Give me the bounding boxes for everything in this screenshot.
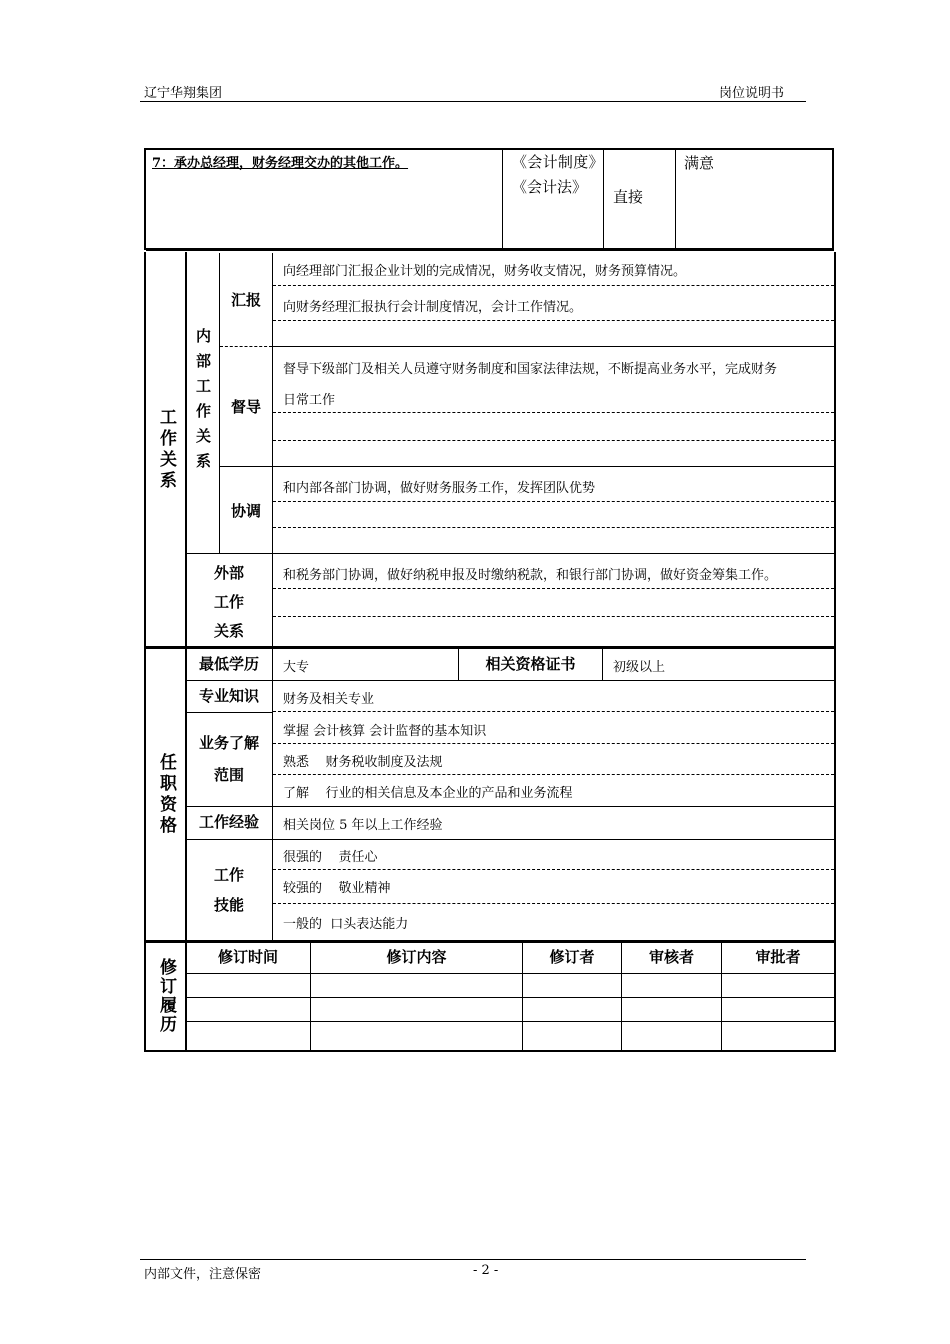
divider: [273, 501, 834, 502]
revision-header-content: 修订内容: [386, 948, 447, 967]
divider: [273, 440, 834, 441]
divider: [273, 527, 834, 528]
divider: [502, 149, 503, 249]
divider: [186, 1021, 834, 1022]
divider: [186, 997, 834, 998]
business-label-1: 业务了解: [198, 734, 259, 752]
divider: [273, 346, 834, 347]
divider: [273, 711, 834, 712]
duty-text: 7：承办总经理，财务经理交办的其他工作。: [152, 156, 409, 171]
business-line-2: 熟悉 财务税收制度及法规: [283, 755, 443, 770]
education-label: 最低学历: [198, 654, 259, 673]
divider: [186, 553, 834, 554]
work-relations-title-text: 工作关系: [156, 408, 176, 492]
business-label-2: 范围: [213, 766, 244, 784]
skills-line-2: 较强的 敬业精神: [283, 881, 391, 896]
coordinate-label: 协调: [230, 501, 261, 520]
report-label: 汇报: [230, 290, 261, 309]
supervise-label: 督导: [230, 397, 261, 416]
skills-label-1: 工作: [213, 866, 244, 884]
divider: [273, 285, 834, 286]
external-label-1: 外部: [213, 563, 244, 582]
supervise-line-2: 日常工作: [283, 393, 336, 408]
company-name: 辽宁华翔集团: [144, 86, 223, 101]
divider: [186, 806, 834, 807]
standard-text: 满意: [684, 154, 715, 172]
certificate-label: 相关资格证书: [485, 654, 576, 673]
divider: [603, 149, 604, 249]
qualifications-title-text: 任职资格: [156, 753, 176, 837]
divider: [273, 774, 834, 775]
experience-value: 相关岗位 5 年以上工作经验: [283, 818, 443, 833]
relation-text: 直接: [613, 188, 644, 206]
certificate-value: 初级以上: [613, 660, 666, 675]
internal-relations-title-text: 内部工作关系: [194, 328, 212, 478]
internal-relations-title: [186, 253, 219, 553]
qualifications-title: [146, 649, 185, 941]
divider: [273, 869, 834, 870]
divider: [220, 346, 272, 347]
report-line-1: 向经理部门汇报企业计划的完成情况，财务收支情况，财务预算情况。: [283, 264, 687, 279]
revision-header-reviewer: 审核者: [648, 948, 694, 967]
education-value: 大专: [283, 660, 310, 675]
knowledge-label: 专业知识: [198, 686, 259, 705]
revision-header-reviser: 修订者: [549, 948, 595, 967]
external-label-2: 工作: [213, 592, 244, 611]
skills-line-3: 一般的 口头表达能力: [283, 917, 409, 932]
external-label-3: 关系: [213, 621, 244, 640]
divider: [186, 839, 834, 840]
business-line-3: 了解 行业的相关信息及本企业的产品和业务流程: [283, 786, 573, 801]
divider: [273, 588, 834, 589]
divider: [273, 903, 834, 904]
doc-type: 岗位说明书: [719, 86, 785, 101]
revision-title: [146, 943, 185, 1049]
divider: [273, 743, 834, 744]
business-line-1: 掌握 会计核算 会计监督的基本知识: [283, 724, 487, 739]
divider: [220, 466, 834, 467]
report-line-2: 向财务经理汇报执行会计制度情况，会计工作情况。: [283, 300, 583, 315]
work-relations-title: [146, 252, 185, 648]
knowledge-value: 财务及相关专业: [283, 692, 375, 707]
footer-rule: [140, 1259, 806, 1260]
skills-label-2: 技能: [213, 896, 244, 914]
business-label: [186, 713, 272, 805]
skills-label: [186, 842, 272, 938]
duty-row-bottom: [146, 248, 834, 251]
divider: [675, 149, 676, 249]
coordinate-line-1: 和内部各部门协调，做好财务服务工作，发挥团队优势: [283, 481, 596, 496]
external-line-1: 和税务部门协调，做好纳税申报及时缴纳税款，和银行部门协调，做好资金筹集工作。: [283, 568, 778, 583]
divider: [186, 680, 834, 681]
revision-header-time: 修订时间: [217, 948, 278, 967]
divider: [273, 616, 834, 617]
skills-line-1: 很强的 责任心: [283, 850, 378, 865]
revision-header-approver: 审批者: [755, 948, 801, 967]
divider: [186, 973, 834, 974]
basis-text: 《会计制度》《会计法》: [512, 153, 596, 196]
revision-title-text: 修订履历: [156, 958, 176, 1034]
external-label: [186, 558, 272, 646]
divider: [273, 320, 834, 321]
header-rule: [140, 101, 806, 102]
experience-label: 工作经验: [198, 812, 259, 831]
footer-note: 内部文件，注意保密: [144, 1267, 262, 1282]
divider: [602, 649, 603, 680]
divider: [273, 412, 834, 413]
supervise-line-1: 督导下级部门及相关人员遵守财务制度和国家法律法规，不断提高业务水平，完成财务: [283, 362, 778, 377]
divider: [272, 649, 273, 941]
page-number: - 2 -: [473, 1263, 499, 1278]
